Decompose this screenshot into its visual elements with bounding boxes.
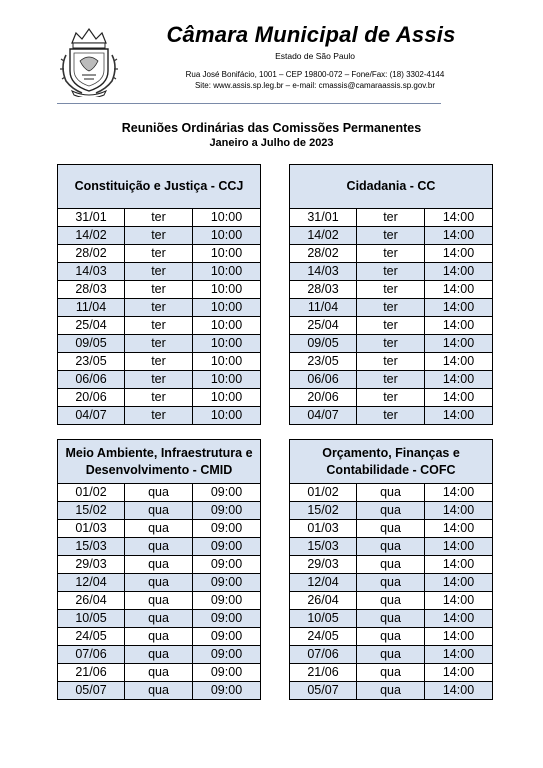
table-row — [58, 591, 260, 609]
meeting-weekday: qua — [357, 556, 425, 573]
table-row — [290, 388, 492, 406]
meeting-date: 15/02 — [58, 502, 125, 519]
meeting-time: 14:00 — [442, 264, 475, 278]
meeting-date: 14/02 — [290, 227, 357, 244]
meeting-time: 09:00 — [210, 593, 243, 607]
meeting-date: 04/07 — [290, 407, 357, 424]
committee-header — [290, 165, 492, 209]
meeting-date: 28/02 — [290, 245, 357, 262]
meeting-date: 29/03 — [58, 556, 125, 573]
meeting-time: 14:00 — [442, 539, 475, 553]
table-row — [58, 226, 260, 244]
meeting-weekday: qua — [125, 574, 193, 591]
meeting-date: 15/03 — [58, 538, 125, 555]
committee-table-ccj — [57, 164, 261, 425]
document-title: Reuniões Ordinárias das Comissões Permanentes — [121, 121, 422, 135]
meeting-time: 10:00 — [210, 336, 243, 350]
meeting-date: 07/06 — [290, 646, 357, 663]
meeting-date: 06/06 — [58, 371, 125, 388]
meeting-date: 25/04 — [58, 317, 125, 334]
table-row — [290, 645, 492, 663]
meeting-time: 14:00 — [442, 647, 475, 661]
meeting-date: 14/03 — [290, 263, 357, 280]
meeting-date: 04/07 — [58, 407, 125, 424]
table-row — [290, 591, 492, 609]
table-row — [58, 537, 260, 555]
meeting-date: 25/04 — [290, 317, 357, 334]
meeting-weekday: ter — [357, 209, 425, 226]
meeting-weekday: ter — [357, 245, 425, 262]
meeting-time: 09:00 — [210, 629, 243, 643]
table-row — [290, 519, 492, 537]
meeting-time: 14:00 — [442, 390, 475, 404]
meeting-date: 11/04 — [58, 299, 125, 316]
org-title: Câmara Municipal de Assis — [166, 22, 456, 47]
table-row — [290, 352, 492, 370]
table-row — [58, 352, 260, 370]
committee-name-line-2: Desenvolvimento - CMID — [85, 462, 233, 477]
meeting-date: 07/06 — [58, 646, 125, 663]
table-row — [290, 406, 492, 424]
meeting-weekday: qua — [357, 610, 425, 627]
meeting-weekday: qua — [357, 574, 425, 591]
meeting-weekday: ter — [357, 299, 425, 316]
table-row — [58, 484, 260, 501]
committee-name-line-2: Contabilidade - COFC — [326, 462, 456, 477]
table-row — [290, 663, 492, 681]
meeting-weekday: ter — [125, 263, 193, 280]
meeting-weekday: ter — [357, 335, 425, 352]
meeting-weekday: qua — [125, 520, 193, 537]
meeting-time: 14:00 — [442, 210, 475, 224]
table-row — [290, 555, 492, 573]
table-row — [290, 537, 492, 555]
meeting-weekday: qua — [357, 592, 425, 609]
meeting-time: 14:00 — [442, 246, 475, 260]
meeting-date: 09/05 — [58, 335, 125, 352]
committee-header — [58, 440, 260, 484]
meeting-time: 14:00 — [442, 336, 475, 350]
document-subtitle: Janeiro a Julho de 2023 — [209, 137, 334, 149]
meeting-date: 01/02 — [58, 484, 125, 501]
committee-header — [290, 440, 492, 484]
meeting-time: 10:00 — [210, 390, 243, 404]
meeting-weekday: ter — [125, 209, 193, 226]
meeting-time: 14:00 — [442, 228, 475, 242]
meeting-weekday: ter — [357, 407, 425, 424]
meeting-time: 14:00 — [442, 300, 475, 314]
table-row — [58, 280, 260, 298]
table-row — [58, 627, 260, 645]
meeting-time: 10:00 — [210, 372, 243, 386]
meeting-date: 05/07 — [58, 682, 125, 699]
meeting-date: 12/04 — [58, 574, 125, 591]
table-row — [290, 370, 492, 388]
meeting-date: 15/03 — [290, 538, 357, 555]
meeting-date: 31/01 — [58, 209, 125, 226]
meeting-date: 31/01 — [290, 209, 357, 226]
meeting-weekday: ter — [125, 371, 193, 388]
meeting-time: 14:00 — [442, 485, 475, 499]
meeting-date: 10/05 — [58, 610, 125, 627]
meeting-date: 06/06 — [290, 371, 357, 388]
meeting-date: 23/05 — [58, 353, 125, 370]
meeting-date: 26/04 — [58, 592, 125, 609]
committee-name-line-1: Orçamento, Finanças e — [322, 445, 460, 460]
meeting-date: 20/06 — [58, 389, 125, 406]
meeting-time: 14:00 — [442, 575, 475, 589]
meeting-time: 09:00 — [210, 647, 243, 661]
table-row — [290, 316, 492, 334]
meeting-time: 14:00 — [442, 683, 475, 697]
meeting-date: 23/05 — [290, 353, 357, 370]
meeting-date: 05/07 — [290, 682, 357, 699]
letterhead — [0, 0, 543, 106]
meeting-time: 10:00 — [210, 228, 243, 242]
table-row — [58, 663, 260, 681]
meeting-time: 09:00 — [210, 611, 243, 625]
meeting-time: 14:00 — [442, 665, 475, 679]
meeting-weekday: qua — [357, 646, 425, 663]
meeting-weekday: qua — [125, 484, 193, 501]
table-row — [58, 209, 260, 226]
meeting-weekday: ter — [125, 389, 193, 406]
meeting-date: 28/03 — [58, 281, 125, 298]
committee-header — [58, 165, 260, 209]
table-row — [290, 262, 492, 280]
meeting-weekday: qua — [125, 646, 193, 663]
meeting-weekday: ter — [125, 227, 193, 244]
meeting-weekday: qua — [125, 664, 193, 681]
meeting-time: 09:00 — [210, 485, 243, 499]
meeting-date: 01/02 — [290, 484, 357, 501]
meeting-time: 14:00 — [442, 557, 475, 571]
table-row — [58, 501, 260, 519]
meeting-time: 14:00 — [442, 282, 475, 296]
meeting-time: 14:00 — [442, 503, 475, 517]
org-state: Estado de São Paulo — [275, 51, 355, 61]
meeting-time: 09:00 — [210, 683, 243, 697]
meeting-time: 09:00 — [210, 503, 243, 517]
meeting-date: 09/05 — [290, 335, 357, 352]
schedule-rows — [290, 209, 492, 424]
meeting-weekday: qua — [125, 556, 193, 573]
meeting-date: 28/03 — [290, 281, 357, 298]
meeting-date: 20/06 — [290, 389, 357, 406]
table-row — [290, 226, 492, 244]
meeting-time: 14:00 — [442, 318, 475, 332]
meeting-time: 10:00 — [210, 354, 243, 368]
meeting-date: 01/03 — [290, 520, 357, 537]
meeting-date: 14/02 — [58, 227, 125, 244]
meeting-time: 09:00 — [210, 575, 243, 589]
meeting-weekday: ter — [357, 281, 425, 298]
header-divider — [57, 103, 441, 104]
meeting-date: 01/03 — [58, 520, 125, 537]
meeting-time: 10:00 — [210, 318, 243, 332]
meeting-date: 24/05 — [290, 628, 357, 645]
meeting-date: 26/04 — [290, 592, 357, 609]
table-row — [290, 334, 492, 352]
table-row — [290, 501, 492, 519]
meeting-time: 10:00 — [210, 408, 243, 422]
schedule-rows — [58, 209, 260, 424]
meeting-weekday: qua — [125, 682, 193, 699]
meeting-date: 14/03 — [58, 263, 125, 280]
meeting-date: 21/06 — [290, 664, 357, 681]
table-row — [58, 573, 260, 591]
meeting-date: 21/06 — [58, 664, 125, 681]
meeting-date: 11/04 — [290, 299, 357, 316]
table-row — [290, 209, 492, 226]
committee-name-line-1: Meio Ambiente, Infraestrutura e — [65, 445, 253, 460]
committee-table-cofc — [289, 439, 493, 700]
meeting-weekday: ter — [125, 245, 193, 262]
table-row — [290, 244, 492, 262]
meeting-weekday: qua — [125, 610, 193, 627]
table-row — [58, 298, 260, 316]
table-row — [290, 681, 492, 699]
committee-name: Cidadania - CC — [346, 179, 436, 193]
schedule-rows — [58, 484, 260, 699]
meeting-weekday: qua — [357, 682, 425, 699]
meeting-weekday: ter — [125, 353, 193, 370]
meeting-time: 14:00 — [442, 372, 475, 386]
table-row — [58, 681, 260, 699]
meeting-weekday: ter — [357, 371, 425, 388]
meeting-date: 29/03 — [290, 556, 357, 573]
meeting-weekday: qua — [357, 484, 425, 501]
meeting-weekday: qua — [125, 592, 193, 609]
meeting-weekday: qua — [357, 628, 425, 645]
meeting-time: 14:00 — [442, 593, 475, 607]
meeting-weekday: ter — [357, 227, 425, 244]
meeting-weekday: qua — [125, 502, 193, 519]
org-site: Site: www.assis.sp.leg.br – e-mail: cmassis@camaraassis.sp.gov.br — [194, 81, 436, 90]
meeting-date: 10/05 — [290, 610, 357, 627]
meeting-weekday: ter — [357, 389, 425, 406]
table-row — [58, 262, 260, 280]
meeting-time: 14:00 — [442, 354, 475, 368]
org-address: Rua José Bonifácio, 1001 – CEP 19800-072 – Fone/Fax: (18) 3302-4144 — [185, 70, 445, 79]
committee-table-cmid — [57, 439, 261, 700]
meeting-time: 10:00 — [210, 246, 243, 260]
table-row — [58, 388, 260, 406]
meeting-time: 14:00 — [442, 611, 475, 625]
table-row — [290, 280, 492, 298]
table-row — [290, 573, 492, 591]
committee-name: Constituição e Justiça - CCJ — [74, 179, 244, 193]
meeting-time: 14:00 — [442, 629, 475, 643]
meeting-time: 10:00 — [210, 300, 243, 314]
meeting-weekday: qua — [125, 538, 193, 555]
schedule-rows — [290, 484, 492, 699]
committee-table-cc — [289, 164, 493, 425]
meeting-time: 14:00 — [442, 408, 475, 422]
meeting-weekday: qua — [125, 628, 193, 645]
meeting-weekday: ter — [125, 281, 193, 298]
meeting-time: 09:00 — [210, 539, 243, 553]
meeting-weekday: qua — [357, 520, 425, 537]
meeting-weekday: ter — [125, 407, 193, 424]
meeting-weekday: ter — [125, 299, 193, 316]
meeting-date: 24/05 — [58, 628, 125, 645]
table-row — [58, 519, 260, 537]
meeting-weekday: ter — [357, 263, 425, 280]
table-row — [58, 370, 260, 388]
table-row — [58, 645, 260, 663]
meeting-time: 10:00 — [210, 282, 243, 296]
table-row — [290, 484, 492, 501]
table-row — [58, 244, 260, 262]
table-row — [58, 316, 260, 334]
meeting-date: 12/04 — [290, 574, 357, 591]
meeting-weekday: qua — [357, 538, 425, 555]
table-row — [58, 406, 260, 424]
table-row — [58, 555, 260, 573]
meeting-weekday: qua — [357, 502, 425, 519]
table-row — [58, 609, 260, 627]
meeting-time: 09:00 — [210, 521, 243, 535]
meeting-weekday: ter — [125, 317, 193, 334]
meeting-weekday: ter — [125, 335, 193, 352]
meeting-time: 10:00 — [210, 264, 243, 278]
meeting-time: 09:00 — [210, 557, 243, 571]
meeting-time: 14:00 — [442, 521, 475, 535]
meeting-date: 15/02 — [290, 502, 357, 519]
table-row — [290, 609, 492, 627]
meeting-date: 28/02 — [58, 245, 125, 262]
meeting-weekday: ter — [357, 317, 425, 334]
municipal-coat-of-arms-icon — [58, 25, 120, 97]
meeting-weekday: qua — [357, 664, 425, 681]
meeting-weekday: ter — [357, 353, 425, 370]
meeting-time: 09:00 — [210, 665, 243, 679]
table-row — [290, 298, 492, 316]
meeting-time: 10:00 — [210, 210, 243, 224]
table-row — [290, 627, 492, 645]
table-row — [58, 334, 260, 352]
